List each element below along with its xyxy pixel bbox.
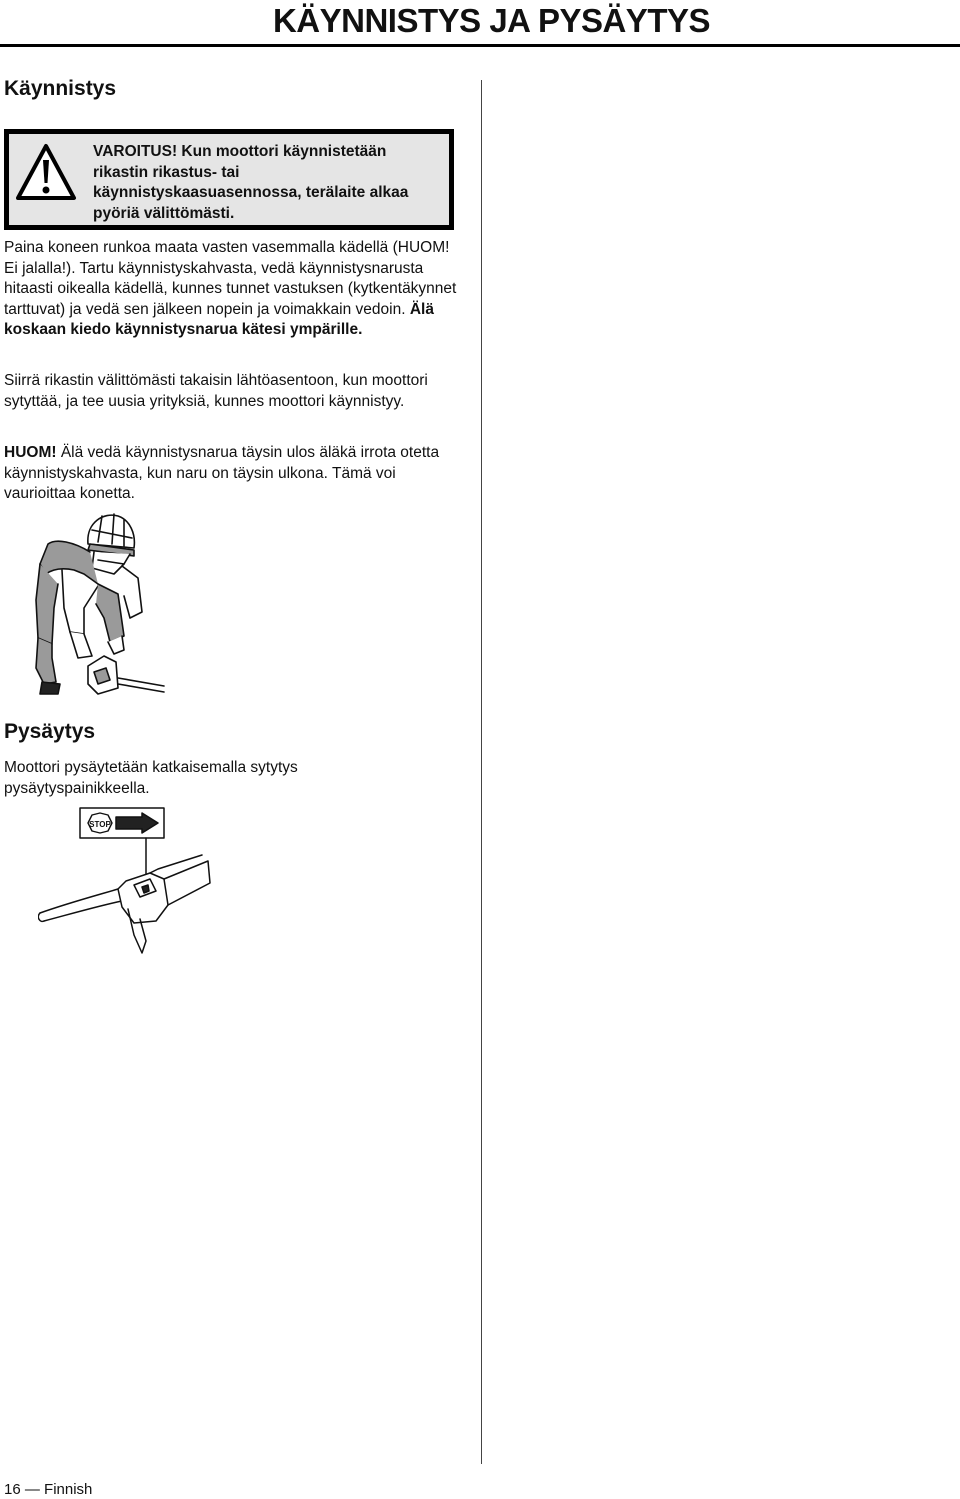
note-label: HUOM!	[4, 444, 57, 461]
note-text: Älä vedä käynnistysnarua täysin ulos äläkä irrota otetta käynnistyskahvasta, kun naru on täysin ulkona. Tämä voi vaurioittaa konetta.	[4, 444, 440, 502]
page-title: KÄYNNISTYS JA PYSÄYTYS	[272, 2, 710, 39]
warning-box	[4, 129, 454, 230]
title-rule	[0, 44, 960, 47]
page-number: 16	[4, 1481, 21, 1498]
stop-button-illustration	[38, 805, 213, 955]
stop-sign-label: STOP	[89, 820, 111, 829]
start-instructions-warning: Älä koskaan kiedo käynnistysnarua kätesi ympärille.	[4, 300, 434, 338]
footer-dash: —	[24, 1481, 40, 1498]
start-instructions	[4, 238, 466, 341]
page-footer	[4, 1481, 92, 1498]
section-heading-stop: Pysäytys	[4, 720, 96, 743]
column-divider	[481, 80, 482, 1464]
starting-illustration	[18, 508, 168, 703]
note-paragraph	[4, 443, 466, 505]
start-instructions-text: Paina koneen runkoa maata vasten vasemmalla kädellä (HUOM! Ei jalalla!). Tartu käynnistyskahvasta, vedä käynnistysnarusta hitaasti oikealla kädellä, kunnes tunnet vastuksen (kytkentäkynnet tarttuvat) ja vedä sen jälkeen nopein ja voimakkain vedoin.	[4, 239, 457, 318]
footer-language: Finnish	[44, 1481, 93, 1498]
choke-instructions: Siirrä rikastin välittömästi takaisin lähtöasentoon, kun moottori sytyttää, ja tee uusia yrityksiä, kunnes moottori käynnistyy.	[4, 372, 428, 410]
stop-instructions: Moottori pysäytetään katkaisemalla sytytys pysäytyspainikkeella.	[4, 759, 298, 797]
exclamation-triangle-icon	[15, 143, 77, 201]
section-heading-start: Käynnistys	[4, 77, 117, 100]
warning-text: VAROITUS! Kun moottori käynnistetään rikastin rikastus- tai käynnistyskaasuasennossa, terälaite alkaa pyöriä välittömästi.	[93, 143, 409, 222]
